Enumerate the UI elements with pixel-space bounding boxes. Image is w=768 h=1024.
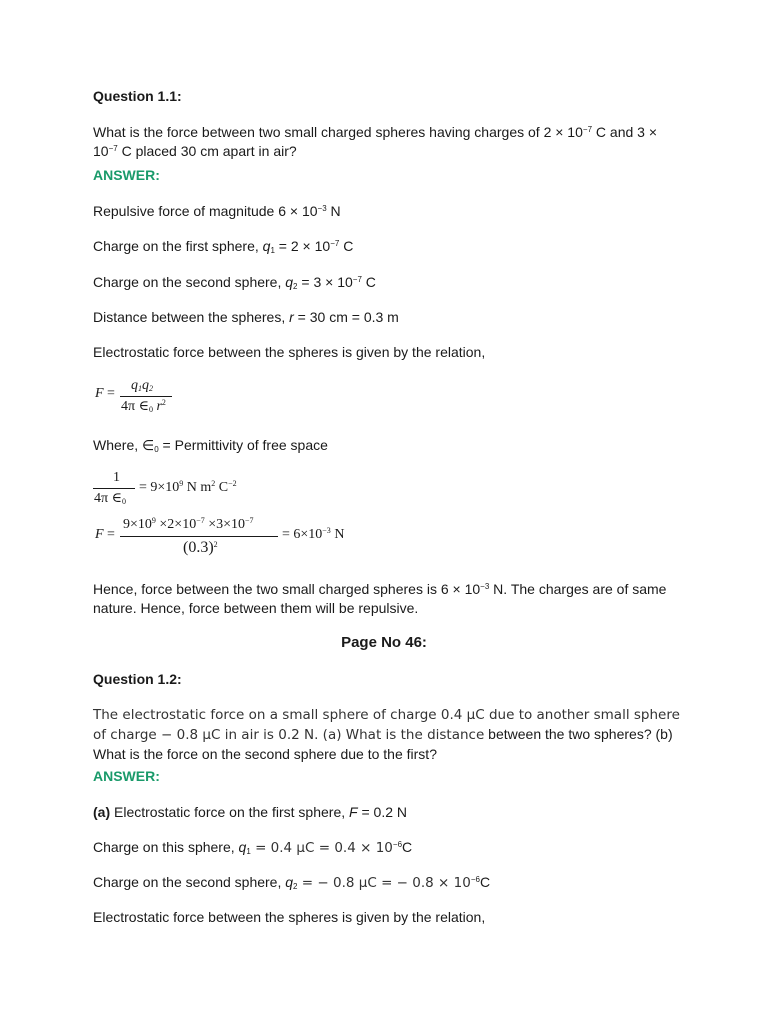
charge-second-sphere-line: Charge on the second sphere, $q_2$ = − 0.8 μC = − $0.8 \times 10^{-6}C$ bbox=[93, 874, 491, 891]
answer-label-1-2: ANSWER: bbox=[93, 768, 160, 784]
first-charge-line: Charge on the first sphere, $q_1 = 2 \times 10^{-7}$ C bbox=[93, 238, 354, 255]
relation-line-1-2: Electrostatic force between the spheres is given by the relation, bbox=[93, 909, 486, 925]
question-1-2-text: The electrostatic force on a small sphere of charge 0.4 μC due to another small sphere of charge − 0.8 μC in air is 0.2 N. (a) What is the distance between the two spheres? (b) What is the force on the second sphere due to the first? bbox=[93, 707, 680, 762]
question-1-2-heading: Question 1.2: bbox=[93, 671, 182, 687]
answer-label-1-1: ANSWER: bbox=[93, 167, 160, 183]
force-calculation-equation: F = $9\times 10^9 \times 2\times 10^{-7} \times 3\times 10^{-7}$ $(0.3)^2$ = $6\times 10^{-3}$ N bbox=[95, 516, 345, 556]
repulsive-force-line: Repulsive force of magnitude $6 \times 10^{-3}$ N bbox=[93, 203, 341, 219]
question-1-1-text: What is the force between two small charged spheres having charges of $2 \times 10^{-7}$ C and $3 \times 10^{-7}$ C placed 30 cm apart in air? bbox=[93, 124, 658, 159]
constant-equation: 1 4π $\in_0$ = $9\times 10^9$ N $m^2$ $C^{-2}$ bbox=[94, 470, 237, 506]
permittivity-line: Where, $\in_0$ = Permittivity of free space bbox=[93, 437, 328, 454]
part-a-force-line: (a) Electrostatic force on the first sphere, F = 0.2 N bbox=[93, 804, 407, 820]
page-number-heading: Page No 46: bbox=[341, 634, 427, 651]
question-1-1-heading: Question 1.1: bbox=[93, 88, 182, 104]
conclusion-paragraph: Hence, force between the two small charged spheres is $6 \times 10^{-3}$ N. The charges are of same nature. Hence, force between them will be repulsive. bbox=[93, 581, 667, 616]
coulomb-law-equation: F = $q_1q_2$ 4π $\in_0$ $r^2$ bbox=[93, 378, 193, 418]
relation-line: Electrostatic force between the spheres is given by the relation, bbox=[93, 344, 486, 360]
charge-this-sphere-line: Charge on this sphere, $q_1 = 0.4$ $\mu C = 0.4 \times 10^{-6}C$ bbox=[93, 839, 413, 856]
second-charge-line: Charge on the second sphere, $q_2 = 3 \times 10^{-7}$ C bbox=[93, 274, 376, 291]
distance-line: Distance between the spheres, r = 30 cm = 0.3 m bbox=[93, 309, 399, 325]
